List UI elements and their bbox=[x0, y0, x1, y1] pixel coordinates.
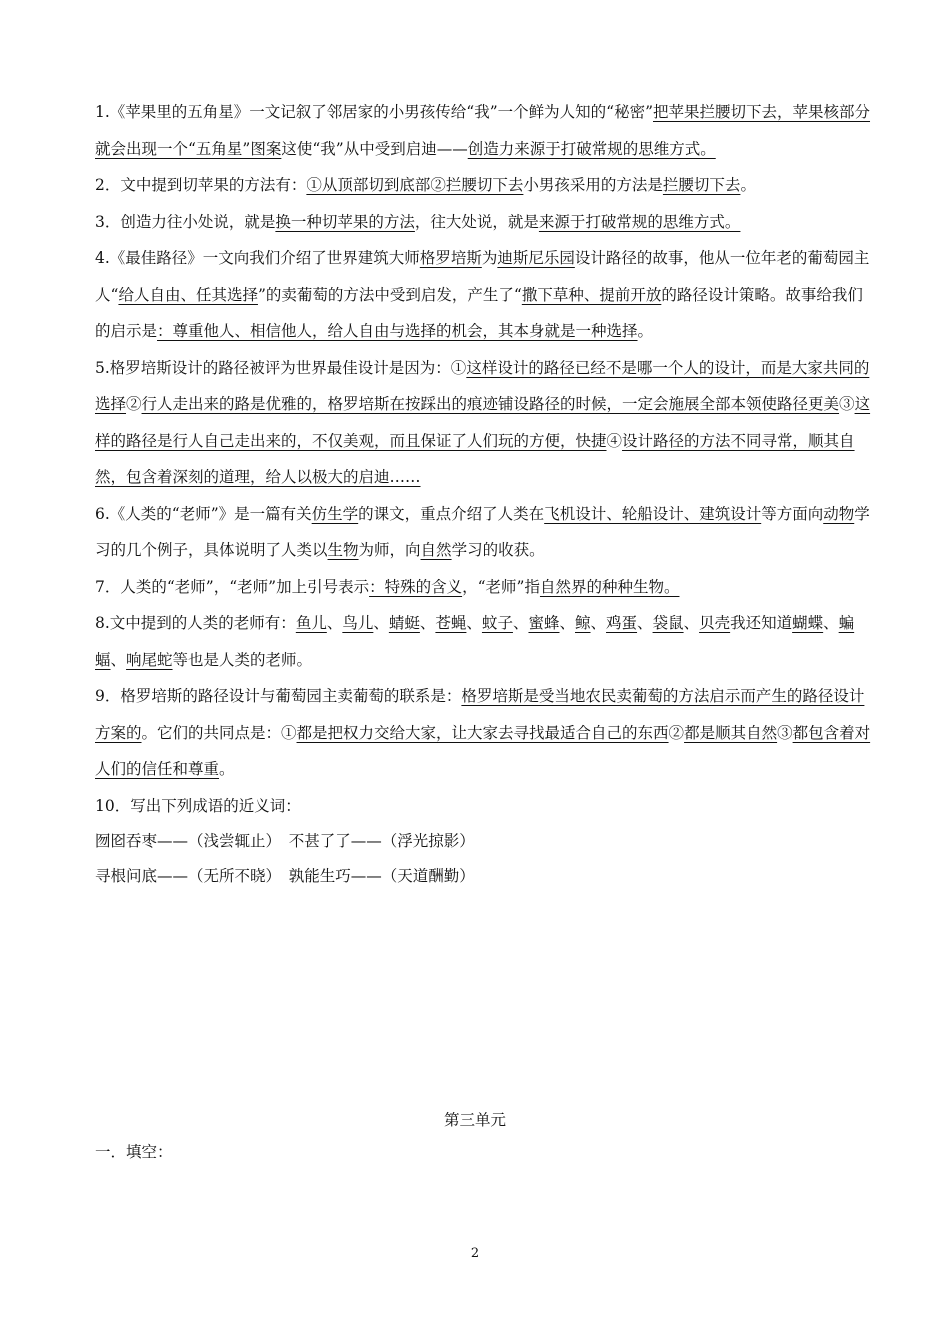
answer-underlined: 蚊子 bbox=[481, 614, 513, 632]
question-text: 人类的“老师”，“老师”加上引号表示 bbox=[120, 577, 370, 596]
answer-item-3 bbox=[95, 204, 875, 241]
question-text: 学习的收获。 bbox=[451, 541, 545, 559]
question-text: 这使“我”从中受到启迪—— bbox=[281, 139, 468, 158]
answer-underlined: 迪斯尼乐园 bbox=[497, 249, 575, 267]
question-text: 的课文，重点介绍了人类在 bbox=[358, 504, 545, 523]
question-text: 格罗培斯设计的路径被评为世界最佳设计是因为：① bbox=[109, 358, 467, 377]
idiom-row-1: 囫囵吞枣——（浅尝辄止） 不甚了了——（浮光掠影） bbox=[95, 832, 475, 850]
answer-underlined: 都是把权力交给大家，让大家去寻找最适合自己的东西 bbox=[296, 723, 669, 742]
answer-underlined: 蜻蜓 bbox=[388, 614, 420, 632]
answer-item-5 bbox=[95, 350, 875, 496]
answer-underlined: ：特殊的含义 bbox=[369, 577, 463, 596]
idiom-row-2: 寻根问底——（无所不晓） 孰能生巧——（天道酬勤） bbox=[95, 867, 475, 885]
answer-underlined: 格罗培斯是受当地农民卖葡萄的方法启示而产生的路径设计方案的 bbox=[95, 687, 865, 742]
item-number: 4. bbox=[95, 249, 110, 267]
answer-list bbox=[95, 94, 875, 894]
question-text: 为师，向 bbox=[358, 541, 421, 559]
question-text: 小男孩采用的方法是 bbox=[523, 176, 663, 194]
question-text: 创造力往小处说，就是 bbox=[120, 212, 276, 231]
answer-underlined: 设计路径的方法不同寻常，顺其自然，包含着深刻的道理，给人以极大的启迪…… bbox=[95, 431, 855, 486]
question-text: 写出下列成语的近义词： bbox=[130, 796, 301, 815]
question-text: 等也是人类的老师。 bbox=[172, 650, 313, 669]
answer-underlined: 自然 bbox=[420, 541, 452, 559]
answer-underlined: 把苹果拦腰切下去，苹果核部分就会出现一个“五角星”图案 bbox=[95, 103, 871, 158]
answer-item-1 bbox=[95, 94, 875, 167]
answer-underlined: ：尊重他人、相信他人，给人自由与选择的机会，其本身就是一种选择 bbox=[157, 322, 638, 340]
question-text: ④ bbox=[606, 431, 623, 450]
question-text: 的路径设计策略。故事给我们的启示是 bbox=[95, 285, 863, 340]
answer-underlined: 都包含着对人们的信任和尊重 bbox=[95, 723, 871, 778]
question-text: 、 bbox=[637, 614, 653, 632]
answer-underlined: ①从顶部切到底部②拦腰切下去 bbox=[306, 176, 524, 194]
question-text: ② bbox=[126, 395, 142, 413]
section-heading: 一．填空： bbox=[95, 1143, 173, 1161]
answer-item-7 bbox=[95, 569, 875, 606]
answer-underlined: 拦腰切下去 bbox=[662, 176, 741, 194]
question-text: ，“老师”指 bbox=[462, 577, 540, 596]
answer-underlined: 鸡蛋 bbox=[606, 614, 638, 632]
answer-underlined: 换一种切苹果的方法 bbox=[275, 212, 415, 231]
item-number: 1. bbox=[95, 103, 110, 121]
question-text: 、 bbox=[823, 614, 839, 632]
answer-underlined: 这样设计的路径已经不是哪一个人的设计，而是大家共同的选择 bbox=[95, 358, 870, 413]
question-text: 、 bbox=[559, 614, 575, 632]
question-text: 文中提到的人类的老师有： bbox=[109, 614, 296, 632]
answer-underlined: 这样的路径是行人自己走出来的，不仅美观，而且保证了人们玩的方便，快捷 bbox=[95, 395, 871, 450]
answer-item-2 bbox=[95, 167, 875, 204]
answer-underlined: 蝴蝶 bbox=[792, 614, 824, 632]
answer-underlined: 撒下草种、提前开放 bbox=[521, 285, 662, 304]
question-text: 等方面向 bbox=[761, 504, 824, 523]
item-number: 6. bbox=[95, 504, 110, 523]
answer-underlined: 贝壳 bbox=[699, 614, 731, 632]
question-text: 我还知道 bbox=[730, 614, 793, 632]
answer-underlined: 动物 bbox=[823, 504, 855, 523]
question-text: 文中提到切苹果的方法有： bbox=[120, 176, 307, 194]
item-number: 2． bbox=[95, 176, 121, 194]
question-text: 设计路径的故事，他从一位年老的葡萄园主人“ bbox=[95, 249, 870, 304]
question-text: ，往大处说，就是 bbox=[414, 212, 539, 231]
question-text: ③ bbox=[777, 723, 793, 742]
question-text: 学习的几个例子，具体说明了人类以 bbox=[95, 504, 870, 559]
item-number: 7． bbox=[95, 577, 121, 596]
answer-underlined: 仿生学 bbox=[311, 504, 359, 523]
answer-item-6 bbox=[95, 496, 875, 569]
question-text: 。 bbox=[740, 176, 756, 194]
answer-underlined: 自然界的种种生物。 bbox=[539, 577, 680, 596]
question-text: 、 bbox=[419, 614, 436, 632]
answer-underlined: 鱼儿 bbox=[295, 614, 327, 632]
question-text: 《最佳路径》一文向我们介绍了世界建筑大师 bbox=[109, 249, 420, 267]
question-text: 。 bbox=[637, 322, 654, 340]
answer-underlined: 创造力来源于打破常规的思维方式。 bbox=[467, 139, 716, 158]
answer-underlined: 来源于打破常规的思维方式。 bbox=[538, 212, 741, 231]
answer-item-9 bbox=[95, 678, 875, 788]
answer-underlined: 袋鼠 bbox=[652, 614, 684, 632]
question-text: 、 bbox=[512, 614, 529, 632]
question-text: ③ bbox=[839, 395, 855, 413]
item-number: 8. bbox=[95, 614, 110, 632]
unit-title: 第三单元 bbox=[443, 1111, 506, 1129]
answer-item-10 bbox=[95, 788, 875, 825]
answer-item-8 bbox=[95, 605, 875, 678]
page-number: 2 bbox=[470, 1246, 480, 1261]
question-text: 为 bbox=[481, 249, 498, 267]
answer-underlined: 生物 bbox=[327, 541, 359, 559]
answer-underlined: 给人自由、任其选择 bbox=[118, 285, 258, 304]
answer-underlined: 飞机设计、轮船设计、建筑设计 bbox=[544, 504, 762, 523]
question-text: 格罗培斯的路径设计与葡萄园主卖葡萄的联系是： bbox=[120, 687, 462, 705]
question-text: ”的卖葡萄的方法中受到启发，产生了“ bbox=[257, 285, 522, 304]
answer-underlined: 蝙蝠 bbox=[95, 614, 855, 669]
answer-underlined: 格罗培斯 bbox=[419, 249, 482, 267]
answer-underlined: 鸟儿 bbox=[342, 614, 374, 632]
question-text: 、 bbox=[373, 614, 389, 632]
answer-item-4 bbox=[95, 240, 875, 350]
answer-underlined: 蜜蜂 bbox=[528, 614, 560, 632]
question-text: 、 bbox=[466, 614, 482, 632]
answer-underlined: 苍蝇 bbox=[435, 614, 467, 632]
question-text: 、 bbox=[683, 614, 700, 632]
item-number: 9． bbox=[95, 687, 121, 705]
question-text: 、 bbox=[590, 614, 607, 632]
question-text: 《人类的“老师”》是一篇有关 bbox=[109, 504, 312, 523]
item-number: 3． bbox=[95, 212, 121, 231]
answer-underlined: 都是顺其自然 bbox=[684, 723, 778, 742]
question-text: 。 bbox=[219, 760, 235, 778]
item-number: 10． bbox=[95, 796, 131, 815]
question-text: 、 bbox=[110, 650, 127, 669]
answer-underlined: 响尾蛇 bbox=[126, 650, 173, 669]
answer-underlined: 鲸 bbox=[575, 614, 591, 632]
question-text: ② bbox=[668, 723, 685, 742]
question-text: 、 bbox=[326, 614, 343, 632]
answer-underlined: 行人走出来的路是优雅的，格罗培斯在按踩出的痕迹铺设路径的时候，一定会施展全部本领使路径更美 bbox=[141, 395, 840, 413]
question-text: 。它们的共同点是：① bbox=[141, 723, 297, 742]
question-text: 《苹果里的五角星》一文记叙了邻居家的小男孩传给“我”一个鲜为人知的“秘密” bbox=[109, 103, 653, 121]
item-number: 5. bbox=[95, 358, 110, 377]
